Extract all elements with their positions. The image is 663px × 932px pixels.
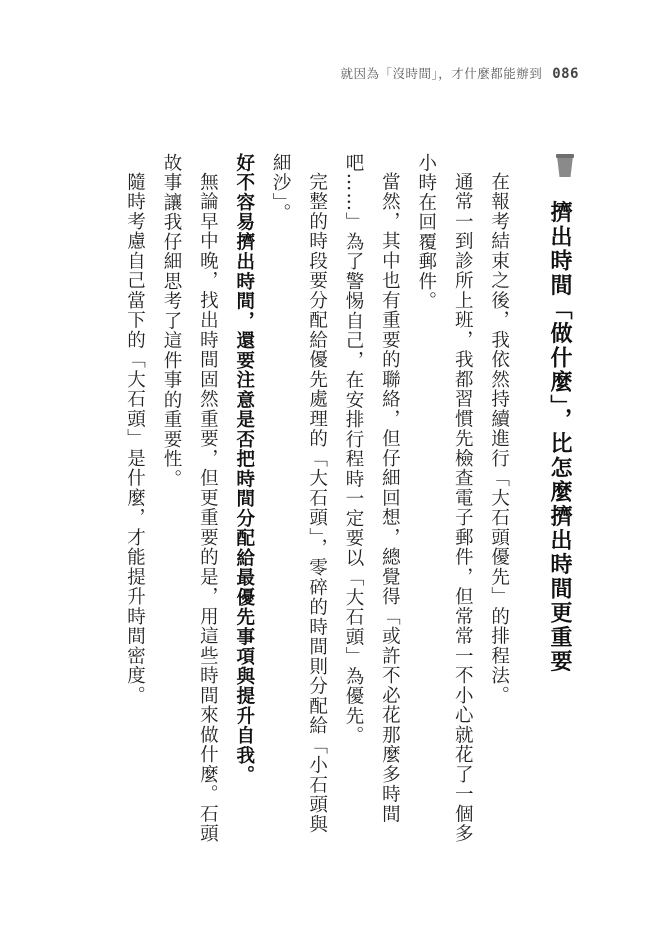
paragraph-1: 在報考結束之後，我依然持續進行「大石頭優先」的排程法。: [488, 171, 510, 705]
running-header: [340, 64, 579, 82]
paragraph-2: 通常一到診所上班，我都習慣先檢查電子郵件，但常常一不小心就花了一個多小時在回覆郵件。: [415, 153, 474, 843]
paragraph-3: 當然，其中也有重要的聯絡，但仔細回想，總覺得「或許不必花那麼多時間吧……」為了警惕自己，在安排行程時一定要以「大石頭」為優先。: [342, 153, 401, 824]
page-number: 086: [552, 66, 579, 82]
running-title: 就因為「沒時間」，才什麼都能辦到: [340, 66, 543, 81]
paragraph-5-bold: 好不容易擠出時間，還要注意是否把時間分配給最優先事項與提升自我。: [233, 153, 255, 785]
paragraph-6: 無論早中晚，找出時間固然重要，但更重要的是，用這些時間來做什麼。石頭故事讓我仔細思考了這件事的重要性。: [160, 153, 219, 843]
paragraph-4: 完整的時段要分配給優先處理的「大石頭」，零碎的時間則分配給「小石頭與細沙」。: [270, 153, 328, 834]
section-heading-text: 擠出時間「做什麼」，比怎麼擠出時間更重要: [547, 200, 572, 674]
vertical-text-block: [124, 153, 577, 853]
section-heading: [541, 153, 577, 853]
paragraph-7: 隨時考慮自己當下的「大石頭」是什麼，才能提升時間密度。: [124, 171, 146, 705]
cup-icon: [555, 153, 575, 179]
